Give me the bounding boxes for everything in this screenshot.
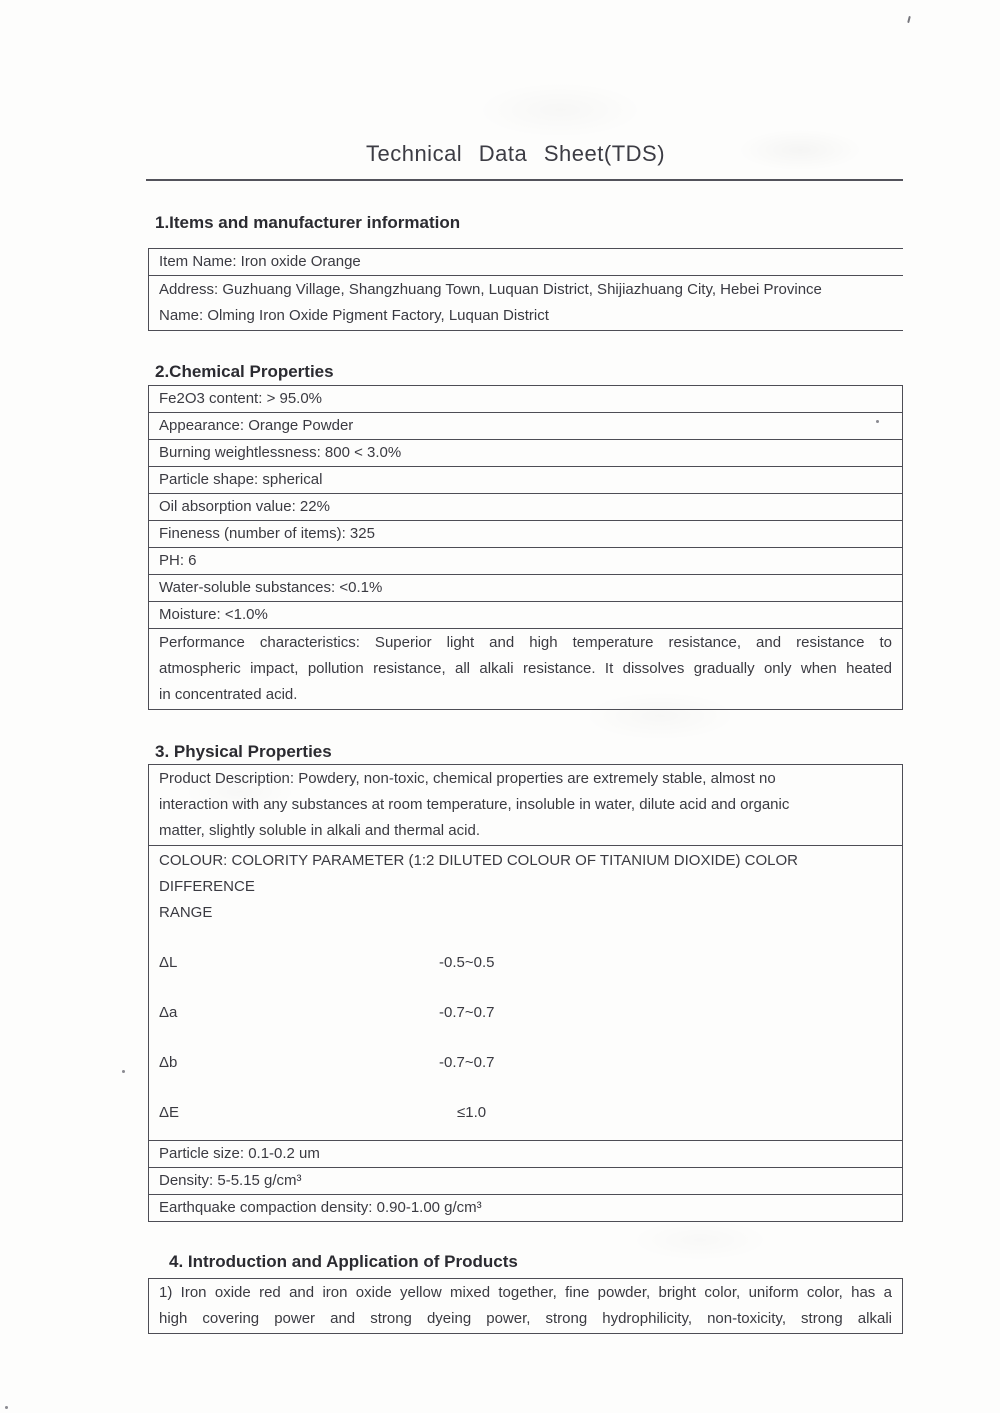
table-row: Particle size: 0.1-0.2 um xyxy=(149,1141,902,1168)
delta-value: -0.7~0.7 xyxy=(439,1054,495,1071)
section-1-heading: 1.Items and manufacturer information xyxy=(155,213,461,232)
table-row: PH: 6 xyxy=(149,548,902,575)
address-line: Address: Guzhuang Village, Shangzhuang Town, Luquan District, Shijiazhuang City, Hebei Province xyxy=(159,281,822,298)
introduction-cell xyxy=(149,1279,902,1334)
table-row: Fineness (number of items): 325 xyxy=(149,521,902,548)
table-row: Water-soluble substances: <0.1% xyxy=(149,575,902,602)
product-description-line: matter, slightly soluble in alkali and thermal acid. xyxy=(159,822,480,839)
delta-row xyxy=(159,1100,892,1126)
colour-line: COLOUR: COLORITY PARAMETER (1:2 DILUTED COLOUR OF TITANIUM DIOXIDE) COLOR DIFFERENCE xyxy=(159,852,798,895)
delta-value: -0.5~0.5 xyxy=(439,954,495,971)
product-description-cell xyxy=(149,765,902,846)
scan-artifact xyxy=(122,1070,125,1073)
product-description-line: interaction with any substances at room temperature, insoluble in water, dilute acid and organic xyxy=(159,796,790,813)
table-row: Earthquake compaction density: 0.90-1.00 g/cm³ xyxy=(149,1195,902,1222)
manufacturer-line: Name: Olming Iron Oxide Pigment Factory, Luquan District xyxy=(159,307,549,324)
address-cell xyxy=(149,276,903,331)
introduction-line: high covering power and strong dyeing power, strong hydrophilicity, non-toxicity, strong alkali xyxy=(159,1310,892,1327)
performance-characteristics-cell xyxy=(149,629,902,710)
document-content xyxy=(148,0,903,1334)
table-row: Density: 5-5.15 g/cm³ xyxy=(149,1168,902,1195)
items-table xyxy=(148,248,903,331)
physical-properties-table xyxy=(148,764,903,1222)
delta-label: Δb xyxy=(159,1054,178,1071)
delta-row xyxy=(159,950,892,976)
table-row: Oil absorption value: 22% xyxy=(149,494,902,521)
table-row: Fe2O3 content: > 95.0% xyxy=(149,386,902,413)
chemical-properties-table xyxy=(148,385,903,710)
section-2-heading: 2.Chemical Properties xyxy=(155,362,334,381)
delta-label: ΔL xyxy=(159,954,178,971)
section-4-heading: 4. Introduction and Application of Products xyxy=(169,1252,518,1271)
scan-artifact xyxy=(5,1406,8,1409)
introduction-line: 1) Iron oxide red and iron oxide yellow mixed together, fine powder, bright color, uniform color, has a xyxy=(159,1284,892,1301)
delta-label: Δa xyxy=(159,1004,178,1021)
performance-line: atmospheric impact, pollution resistance, all alkali resistance. It dissolves gradually only when heated xyxy=(159,660,892,677)
title-rule xyxy=(146,179,903,181)
introduction-table xyxy=(148,1278,903,1334)
product-description-line: Product Description: Powdery, non-toxic, chemical properties are extremely stable, almost no xyxy=(159,770,776,787)
document-title: Technical Data Sheet(TDS) xyxy=(365,141,666,166)
performance-line: in concentrated acid. xyxy=(159,686,298,703)
table-row: Moisture: <1.0% xyxy=(149,602,902,629)
colour-parameter-cell xyxy=(149,846,902,1141)
performance-line: Performance characteristics: Superior light and high temperature resistance, and resistance to xyxy=(159,634,892,651)
table-row: Burning weightlessness: 800 < 3.0% xyxy=(149,440,902,467)
delta-row xyxy=(159,1000,892,1026)
delta-value: ≤1.0 xyxy=(457,1104,487,1121)
section-3-heading: 3. Physical Properties xyxy=(155,742,332,761)
table-row: Item Name: Iron oxide Orange xyxy=(149,249,903,276)
table-row: Particle shape: spherical xyxy=(149,467,902,494)
scan-artifact xyxy=(907,16,911,23)
delta-row xyxy=(159,1050,892,1076)
table-row: Appearance: Orange Powder xyxy=(149,413,902,440)
delta-value: -0.7~0.7 xyxy=(439,1004,495,1021)
delta-label: ΔE xyxy=(159,1104,180,1121)
colour-line: RANGE xyxy=(159,904,213,921)
